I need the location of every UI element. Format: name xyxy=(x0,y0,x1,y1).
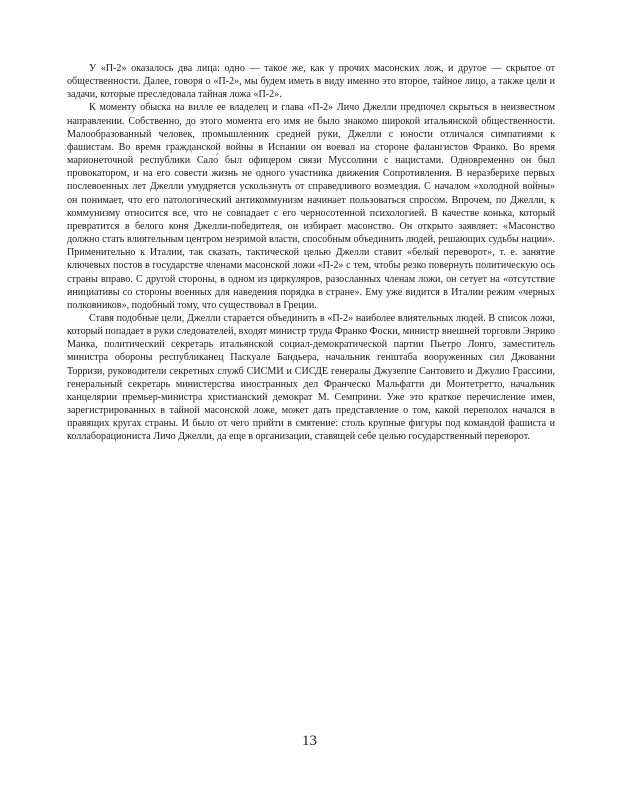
page-number: 13 xyxy=(302,733,317,749)
paragraph-2: К моменту обыска на вилле ее владелец и глава «П-2» Личо Джелли предпочел скрыться в неизвестном направлении. Собственно, до этого момента его имя не было знакомо широкой итальянской общественности. Малообразованный человек, промышленник средней руки, Джелли с юности отличался симпатиями к фашистам. Во время гражданской войны в Испании он воевал на стороне фалангистов Франко. Во время марионеточной республики Сало́ был офицером связи Муссолини с нацистами. Одновременно он был провокатором, и на его совести жизнь не одного участника движения Сопротивления. В неразберихе первых послевоенных лет Джелли умудряется ускользнуть от справедливого возмездия. С началом «холодной войны» он понимает, что его патологический антикоммунизм начинает пользоваться спросом. Впрочем, по Джелли, к коммунизму относится все, что не совпадает с его черносотенной психологией. В качестве конька, который превратится в белого коня Джелли-победителя, он избирает масонство. Он открыто заявляет: «Масонство должно стать влиятельным центром незримой власти, способным объединить людей, решающих судьбы нации». Применительно к Италии, так сказать, тактической целью Джелли ставит «белый переворот», т. е. занятие ключевых постов в государстве членами масонской ложи «П-2» с тем, чтобы резко повернуть политическую ось страны вправо. С другой стороны, в одном из циркуляров, разосланных членам ложи, он сетует на «отсутствие инициативы со стороны военных для наведения порядка в стране». Ему уже видится в Италии режим «черных полковников», подобный тому, что существовал в Греции. xyxy=(67,102,555,311)
paragraph-1: У «П-2» оказалось два лица: одно — такое же, как у прочих масонских лож, и другое — скрытое от общественности. Далее, говоря о «П-2», мы будем иметь в виду именно это второе, тайное лицо, а также цели и задачи, которые преследовала тайная ложа «П-2». xyxy=(67,63,555,101)
paragraph-3: Ставя подобные цели, Джелли старается объединить в «П-2» наиболее влиятельных людей. В список ложи, который попадает в руки следователей, входят министр труда Франко Фоски, министр внешней торговли Энрико Манка, политический секретарь итальянской социал-демократической партии Пьетро Лонго, заместитель министра обороны республиканец Паскуале Бандьера, начальник генштаба вооруженных сил Джованни Торризи, руководители секретных служб СИСМИ и СИСДЕ генералы Джузеппе Сантовито и Джулио Грассини, генеральный секретарь министерства иностранных дел Франческо Мальфатти ди Монтетретто, начальник канцелярии премьер-министра христианский демократ М. Семприни. Уже это краткое перечисление имен, зарегистрированных в тайной масонской ложе, может дать представление о том, какой переполох начался в правящих кругах страны. И было от чего прийти в смятение: столь крупные фигуры под командой фашиста и коллаборациониста Личо Джелли, да еще в организации, ставящей себе целью государственный переворот. xyxy=(67,312,555,443)
page-body xyxy=(67,62,555,762)
